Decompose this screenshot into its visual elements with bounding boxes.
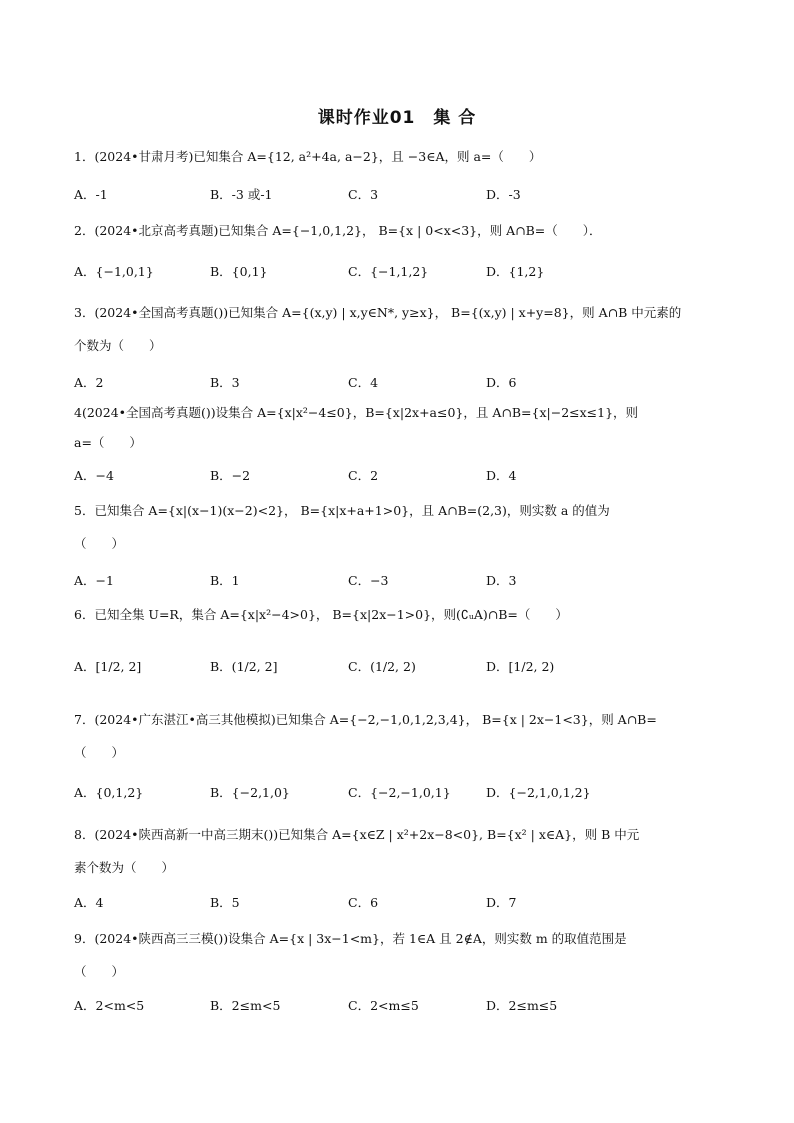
page-title: 课时作业01 集 合 xyxy=(317,108,477,128)
question-4-option-c: C．2 xyxy=(348,468,379,483)
question-6 xyxy=(74,605,734,625)
question-1-option-b: B．-3 或-1 xyxy=(210,187,273,202)
question-9-option-b: B．2≤m<5 xyxy=(210,998,281,1013)
question-3-stem: 3．(2024•全国高考真题())已知集合 A={(x,y) | x,y∈N*, y≥x}， B={(x,y) | x+y=8}，则 A∩B 中元素的 xyxy=(74,305,682,320)
question-6-option-d: D．[1/2, 2) xyxy=(486,659,555,674)
question-5 xyxy=(74,501,734,554)
question-9-stem-line2: （ ） xyxy=(74,964,125,979)
question-8-option-c: C．6 xyxy=(348,895,379,910)
question-8-option-d: D．7 xyxy=(486,895,517,910)
question-6-option-c: C．(1/2, 2) xyxy=(348,659,416,674)
question-7-option-a: A．{0,1,2} xyxy=(74,785,144,800)
question-7-option-b: B．{−2,1,0} xyxy=(210,785,290,800)
question-4-option-b: B．−2 xyxy=(210,468,251,483)
question-4-option-a: A．−4 xyxy=(74,468,114,483)
question-3-stem-line2: 个数为（ ） xyxy=(74,338,162,353)
question-8-stem-line2: 素个数为（ ） xyxy=(74,860,175,875)
question-9-option-c: C．2<m≤5 xyxy=(348,998,419,1013)
question-7-option-c: C．{−2,−1,0,1} xyxy=(348,785,451,800)
question-3-option-b: B．3 xyxy=(210,375,240,390)
question-5-stem-line2: （ ） xyxy=(74,536,125,551)
question-2-stem: 2．(2024•北京高考真题)已知集合 A={−1,0,1,2}， B={x | 0<x<3}，则 A∩B=（ ）． xyxy=(74,223,602,238)
question-9-stem: 9．(2024•陕西高三三模())设集合 A={x | 3x−1<m}，若 1∈A 且 2∉A，则实数 m 的取值范围是 xyxy=(74,931,627,946)
question-6-options xyxy=(74,645,734,689)
question-5-options xyxy=(74,571,734,593)
question-3-options xyxy=(74,373,734,395)
question-6-option-b: B．(1/2, 2] xyxy=(210,659,278,674)
question-6-option-a: A．[1/2, 2] xyxy=(74,659,142,674)
question-1-option-a: A．-1 xyxy=(74,187,108,202)
question-5-stem: 5．已知集合 A={x|(x−1)(x−2)<2}， B={x|x+a+1>0}，且 A∩B=(2,3)，则实数 a 的值为 xyxy=(74,503,610,518)
question-9-option-d: D．2≤m≤5 xyxy=(486,998,558,1013)
question-5-option-d: D．3 xyxy=(486,573,517,588)
question-3-option-d: D．6 xyxy=(486,375,517,390)
question-7-options xyxy=(74,783,734,805)
question-5-option-a: A．−1 xyxy=(74,573,114,588)
question-6-stem: 6．已知全集 U=R，集合 A={x|x²−4>0}， B={x|2x−1>0}，则(∁ᵤA)∩B=（ ） xyxy=(74,607,568,622)
question-3-option-c: C．4 xyxy=(348,375,379,390)
question-8 xyxy=(74,825,734,878)
question-4-stem: 4(2024•全国高考真题())设集合 A={x|x²−4≤0}，B={x|2x+a≤0}，且 A∩B={x|−2≤x≤1}，则 xyxy=(74,405,639,420)
question-2-options xyxy=(74,262,734,284)
question-1-stem: 1．(2024•甘肃月考)已知集合 A={12, a²+4a, a−2}，且 −3∈A，则 a=（ ） xyxy=(74,149,542,164)
question-2-option-d: D．{1,2} xyxy=(486,264,545,279)
question-7 xyxy=(74,710,734,763)
question-4 xyxy=(74,403,734,453)
question-2-option-a: A．{−1,0,1} xyxy=(74,264,154,279)
question-8-options xyxy=(74,893,734,915)
question-7-stem: 7．(2024•广东湛江•高三其他模拟)已知集合 A={−2,−1,0,1,2,3,4}， B={x | 2x−1<3}，则 A∩B= xyxy=(74,712,657,727)
question-4-stem-line2: a=（ ） xyxy=(74,435,142,450)
question-1-options xyxy=(74,185,734,207)
question-8-stem: 8．(2024•陕西高新一中高三期末())已知集合 A={x∈Z | x²+2x−8<0}, B={x² | x∈A}，则 B 中元 xyxy=(74,827,640,842)
question-1-option-d: D．-3 xyxy=(486,187,521,202)
question-3-option-a: A．2 xyxy=(74,375,104,390)
question-9-option-a: A．2<m<5 xyxy=(74,998,145,1013)
question-5-option-c: C．−3 xyxy=(348,573,389,588)
question-1 xyxy=(74,147,734,167)
question-3 xyxy=(74,303,734,356)
question-9-options xyxy=(74,996,734,1018)
question-4-option-d: D．4 xyxy=(486,468,517,483)
question-8-option-b: B．5 xyxy=(210,895,240,910)
question-8-option-a: A．4 xyxy=(74,895,104,910)
question-2-option-c: C．{−1,1,2} xyxy=(348,264,429,279)
question-9 xyxy=(74,929,734,982)
question-4-options xyxy=(74,466,734,488)
question-1-option-c: C．3 xyxy=(348,187,379,202)
question-7-option-d: D．{−2,1,0,1,2} xyxy=(486,785,591,800)
question-2-option-b: B．{0,1} xyxy=(210,264,268,279)
question-2 xyxy=(74,221,734,241)
question-5-option-b: B．1 xyxy=(210,573,240,588)
question-7-stem-line2: （ ） xyxy=(74,745,125,760)
